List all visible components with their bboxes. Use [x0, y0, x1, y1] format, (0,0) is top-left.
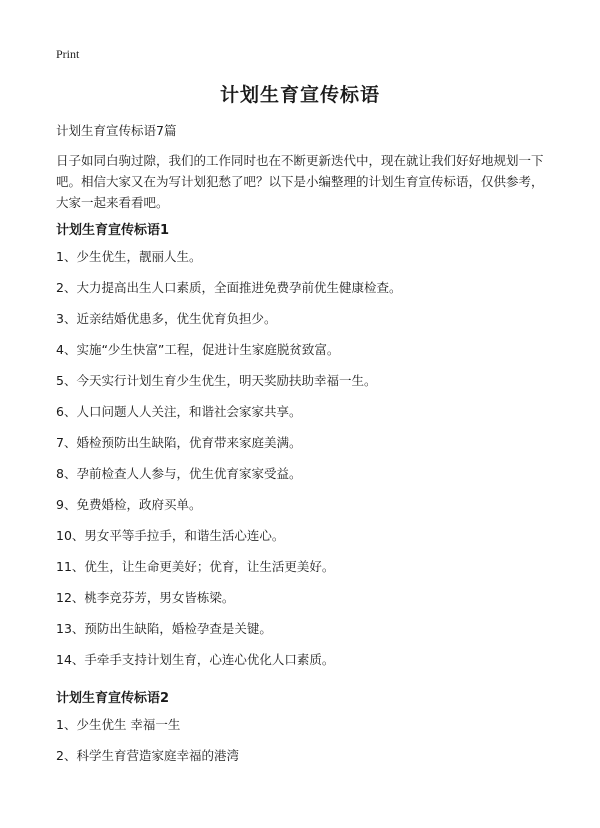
list-item: 8、孕前检查人人参与，优生优育家家受益。: [56, 466, 302, 481]
list-item: 12、桃李竞芬芳，男女皆栋梁。: [56, 590, 235, 605]
page-title: 计划生育宣传标语: [219, 84, 380, 106]
list-item: 5、今天实行计划生育少生优生，明天奖励扶助幸福一生。: [56, 373, 377, 388]
print-link[interactable]: Print: [56, 47, 80, 61]
document-subtitle: 计划生育宣传标语7篇: [56, 123, 177, 138]
list-item: 3、近亲结婚优患多，优生优育负担少。: [56, 311, 277, 326]
list-item: 1、少生优生 幸福一生: [56, 717, 181, 732]
list-item: 7、婚检预防出生缺陷，优育带来家庭美满。: [56, 435, 302, 450]
list-item: 4、实施“少生快富”工程，促进计生家庭脱贫致富。: [56, 342, 340, 357]
list-item: 13、预防出生缺陷，婚检孕查是关键。: [56, 621, 272, 636]
intro-paragraph: 日子如同白驹过隙，我们的工作同时也在不断更新迭代中，现在就让我们好好地规划一下吧。相信大家又在为写计划犯愁了吧？以下是小编整理的计划生育宣传标语，仅供参考，大家一起来看看吧。: [56, 153, 544, 210]
section-heading-2: 计划生育宣传标语2: [56, 691, 170, 706]
list-item: 2、大力提高出生人口素质，全面推进免费孕前优生健康检查。: [56, 280, 402, 295]
list-item: 9、免费婚检，政府买单。: [56, 497, 202, 512]
list-item: 11、优生，让生命更美好；优育，让生活更美好。: [56, 559, 335, 574]
section-heading-1: 计划生育宣传标语1: [56, 223, 170, 238]
slogan-list-1: [56, 247, 401, 681]
list-item: 1、少生优生，靓丽人生。: [56, 249, 202, 264]
list-item: 6、人口问题人人关注，和谐社会家家共享。: [56, 404, 302, 419]
list-item: 14、手牵手支持计划生育，心连心优化人口素质。: [56, 652, 335, 667]
slogan-list-2: [56, 715, 239, 777]
list-item: 10、男女平等手拉手，和谐生活心连心。: [56, 528, 285, 543]
list-item: 2、科学生育营造家庭幸福的港湾: [56, 748, 239, 763]
